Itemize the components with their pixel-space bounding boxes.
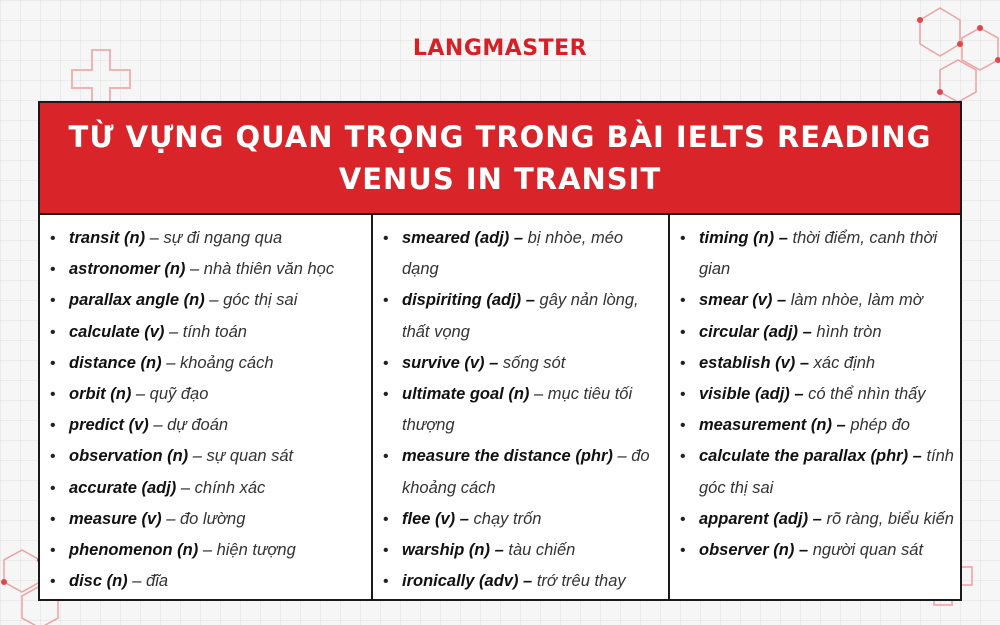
vocabulary-item (50, 379, 367, 410)
vocabulary-separator: – (529, 385, 548, 404)
vocabulary-item (680, 317, 956, 348)
vocabulary-meaning: sự đi ngang qua (163, 229, 283, 247)
vocabulary-term: measure the distance (phr) (402, 447, 613, 466)
vocabulary-term: astronomer (n) (69, 260, 186, 279)
vocabulary-meaning: đĩa (146, 572, 169, 591)
vocabulary-item (50, 223, 367, 254)
vocabulary-card (38, 101, 962, 601)
vocabulary-meaning: góc thị sai (223, 291, 298, 310)
vocabulary-columns (40, 215, 960, 599)
vocabulary-item (50, 566, 367, 597)
vocabulary-term: flee (v) – (402, 509, 469, 528)
vocabulary-term: circular (adj) – (699, 322, 812, 341)
vocabulary-term: measurement (n) – (699, 416, 846, 435)
vocabulary-item (50, 285, 367, 316)
vocabulary-meaning: trớ trêu thay (536, 572, 626, 591)
vocabulary-term: timing (n) – (699, 229, 788, 247)
vocabulary-term: transit (n) (69, 229, 146, 247)
vocabulary-term: predict (v) (69, 416, 149, 435)
vocabulary-separator: – (161, 353, 180, 372)
vocabulary-term: observer (n) – (699, 541, 809, 560)
vocabulary-item (383, 285, 664, 347)
vocabulary-term: accurate (adj) (69, 478, 177, 497)
vocabulary-term: ultimate goal (n) (402, 385, 530, 404)
vocabulary-item (680, 535, 956, 566)
vocabulary-item (50, 504, 367, 535)
vocabulary-item (50, 317, 367, 348)
vocabulary-term: disc (n) (69, 572, 128, 591)
vocabulary-item (680, 504, 956, 535)
vocabulary-item (680, 410, 956, 441)
vocabulary-meaning: làm nhòe, làm mờ (790, 291, 923, 310)
vocabulary-meaning: đo lường (180, 509, 246, 528)
vocabulary-item (383, 441, 664, 503)
vocabulary-separator: – (161, 509, 180, 528)
vocabulary-separator: – (127, 572, 147, 591)
vocabulary-item (680, 285, 956, 316)
vocabulary-meaning: bị nhòe, méo dạng (402, 229, 624, 279)
vocabulary-meaning: gây nản lòng, thất vọng (402, 291, 639, 341)
vocabulary-separator: – (185, 260, 204, 279)
vocabulary-item (50, 441, 367, 472)
card-header (40, 103, 960, 215)
vocabulary-meaning: mục tiêu tối thượng (402, 385, 633, 435)
vocabulary-term: calculate the parallax (phr) – (699, 447, 922, 466)
vocabulary-meaning: đo khoảng cách (402, 447, 650, 497)
vocabulary-term: smear (v) – (699, 291, 787, 310)
vocabulary-item (383, 566, 664, 597)
vocabulary-column-3 (668, 215, 960, 599)
vocabulary-item (383, 348, 664, 379)
vocabulary-meaning: hình tròn (816, 322, 882, 341)
vocabulary-term: ironically (adv) – (402, 572, 533, 591)
vocabulary-item (383, 223, 664, 285)
vocabulary-item (383, 535, 664, 566)
vocabulary-meaning: xác định (813, 353, 876, 372)
vocabulary-separator: – (204, 291, 224, 310)
vocabulary-meaning: sự quan sát (206, 447, 294, 466)
vocabulary-term: observation (n) (69, 447, 189, 466)
vocabulary-item (383, 504, 664, 535)
vocabulary-meaning: có thể nhìn thấy (808, 385, 926, 404)
vocabulary-meaning: nhà thiên văn học (203, 260, 335, 279)
vocabulary-meaning: chính xác (194, 478, 266, 497)
vocabulary-term: phenomenon (n) (69, 541, 199, 560)
vocabulary-term: distance (n) (69, 353, 162, 372)
vocabulary-separator: – (612, 447, 632, 466)
page-title-line-2: VENUS IN TRANSIT (338, 162, 662, 196)
vocabulary-meaning: người quan sát (812, 541, 924, 560)
vocabulary-separator: – (198, 541, 217, 560)
langmaster-logo: LANGMASTER (412, 36, 588, 61)
vocabulary-item (383, 379, 664, 441)
vocabulary-item (680, 379, 956, 410)
vocabulary-item (50, 473, 367, 504)
vocabulary-term: apparent (adj) – (699, 509, 822, 528)
vocabulary-meaning: thời điểm, canh thời gian (699, 229, 938, 279)
vocabulary-term: survive (v) – (402, 353, 499, 372)
vocabulary-meaning: quỹ đạo (149, 385, 209, 404)
vocabulary-meaning: tính góc thị sai (699, 447, 954, 497)
vocabulary-term: dispiriting (adj) – (402, 291, 535, 310)
vocabulary-term: smeared (adj) – (402, 229, 524, 247)
vocabulary-term: measure (v) (69, 509, 162, 528)
vocabulary-item (680, 348, 956, 379)
vocabulary-meaning: hiện tượng (216, 541, 296, 560)
vocabulary-list (50, 223, 367, 597)
vocabulary-separator: – (176, 478, 195, 497)
vocabulary-meaning: rõ ràng, biểu kiến (826, 509, 954, 528)
vocabulary-item (50, 410, 367, 441)
vocabulary-meaning: tàu chiến (508, 541, 576, 560)
vocabulary-meaning: dự đoán (167, 416, 229, 435)
vocabulary-separator: – (145, 229, 164, 247)
vocabulary-term: calculate (v) (69, 322, 165, 341)
vocabulary-separator: – (131, 385, 150, 404)
vocabulary-list (383, 223, 664, 597)
vocabulary-term: visible (adj) – (699, 385, 804, 404)
vocabulary-column-2 (371, 215, 668, 599)
vocabulary-meaning: tính toán (182, 322, 247, 341)
vocabulary-meaning: sống sót (502, 353, 566, 372)
vocabulary-meaning: khoảng cách (179, 353, 274, 372)
vocabulary-item (50, 348, 367, 379)
vocabulary-separator: – (164, 322, 183, 341)
vocabulary-term: parallax angle (n) (69, 291, 205, 310)
vocabulary-item (50, 535, 367, 566)
vocabulary-item (680, 223, 956, 285)
vocabulary-item (680, 441, 956, 503)
page-title-line-1: TỪ VỰNG QUAN TRỌNG TRONG BÀI IELTS READING (68, 120, 932, 154)
vocabulary-separator: – (188, 447, 207, 466)
vocabulary-column-1 (40, 215, 371, 599)
vocabulary-term: establish (v) – (699, 353, 810, 372)
vocabulary-meaning: phép đo (850, 416, 910, 435)
vocabulary-meaning: chạy trốn (473, 509, 542, 528)
vocabulary-term: orbit (n) (69, 385, 132, 404)
vocabulary-separator: – (148, 416, 168, 435)
vocabulary-item (50, 254, 367, 285)
vocabulary-list (680, 223, 956, 566)
vocabulary-term: warship (n) – (402, 541, 504, 560)
